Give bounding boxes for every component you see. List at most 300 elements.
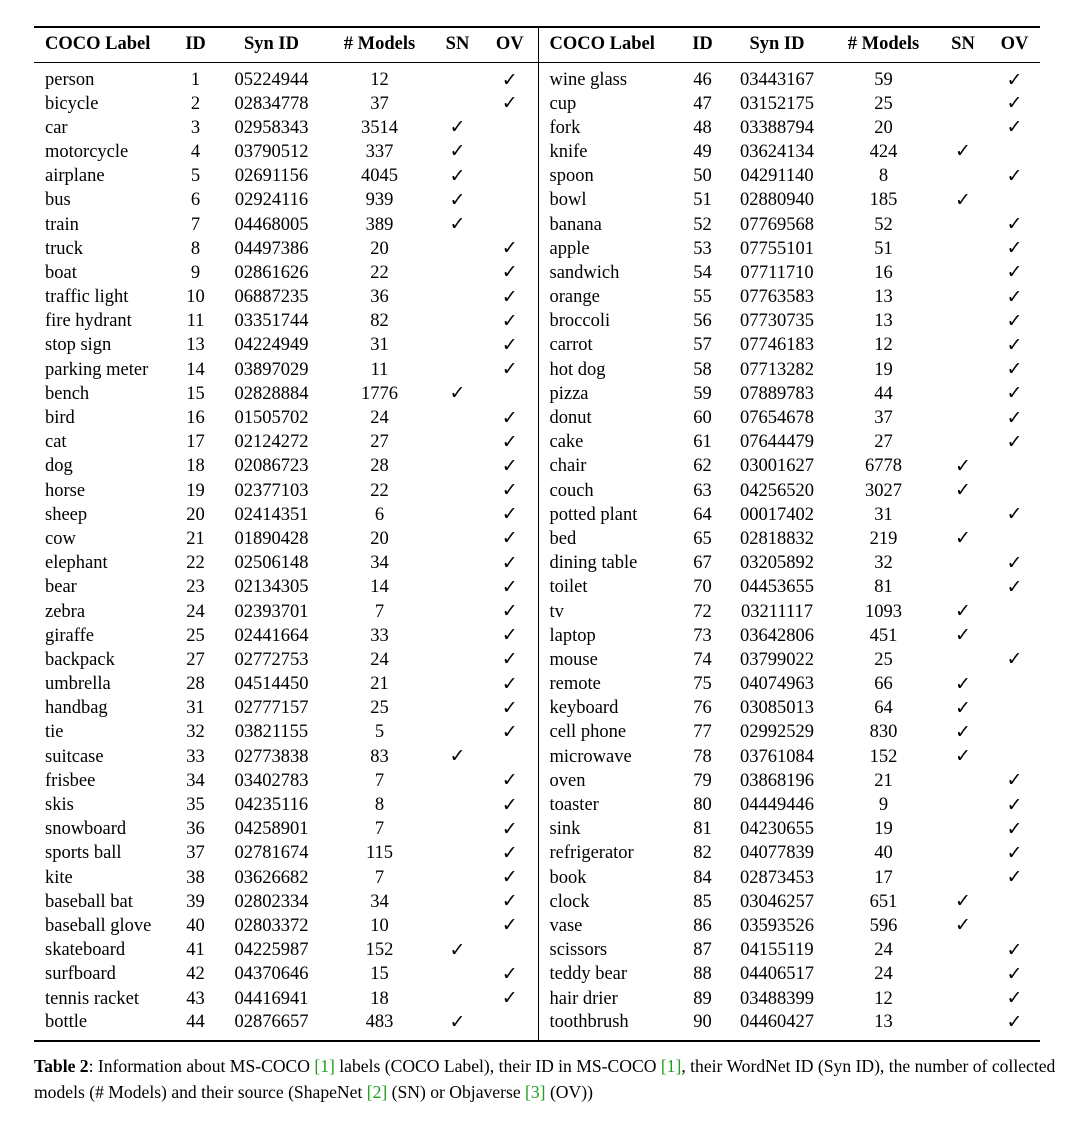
table-row (34, 986, 1040, 1010)
check-icon: ✓ (501, 430, 518, 453)
cell-syn-id: 00017402 (740, 504, 814, 525)
cell-id: 5 (190, 166, 201, 187)
check-icon: ✓ (1006, 382, 1023, 405)
cell-id: 22 (186, 553, 205, 574)
check-icon: ✓ (1006, 503, 1023, 526)
cell-syn-id: 02393701 (234, 601, 309, 622)
cell-syn-id: 04258901 (234, 819, 309, 840)
cell-syn-id: 03001627 (740, 456, 814, 477)
cell-label: bird (45, 408, 75, 429)
cell-label: bottle (45, 1012, 88, 1033)
cell-syn-id: 02828884 (234, 383, 309, 404)
cell-ov (482, 890, 538, 914)
cell-syn-id: 05224944 (234, 70, 309, 90)
check-icon: ✓ (501, 914, 518, 937)
cell-models: 81 (874, 577, 893, 598)
cell-syn-id: 03593526 (740, 915, 814, 936)
table-row (34, 720, 1040, 744)
cell-id: 6 (190, 190, 201, 211)
cell-models: 337 (365, 141, 394, 162)
cell-sn (433, 720, 482, 744)
caption-ref-2[interactable]: [1] (660, 1055, 682, 1076)
cell-syn-id: 01890428 (234, 528, 309, 549)
cell-sn (433, 92, 482, 116)
check-icon: ✓ (955, 696, 971, 719)
cell-syn-id: 04077839 (740, 843, 814, 864)
cell-sn (433, 188, 482, 212)
check-icon: ✓ (955, 890, 971, 913)
check-icon: ✓ (1006, 164, 1023, 187)
cell-label: skateboard (45, 940, 126, 961)
cell-syn-id: 04256520 (740, 480, 814, 501)
cell-ov (482, 599, 538, 623)
cell-models: 27 (874, 432, 893, 453)
cell-syn-id: 03351744 (234, 311, 309, 332)
cell-models: 17 (874, 867, 893, 888)
cell-sn (433, 986, 482, 1010)
check-icon: ✓ (501, 648, 518, 671)
cell-models: 3027 (865, 480, 902, 501)
check-icon: ✓ (955, 745, 971, 768)
cell-ov (482, 333, 538, 357)
check-icon: ✓ (1006, 987, 1023, 1010)
cell-ov (482, 841, 538, 865)
cell-ov (482, 116, 538, 140)
cell-id: 78 (693, 746, 712, 767)
cell-sn (937, 866, 989, 890)
cell-label: bicycle (45, 93, 99, 114)
cell-id: 24 (186, 601, 205, 622)
check-icon: ✓ (449, 938, 466, 961)
check-icon: ✓ (501, 454, 518, 477)
check-icon: ✓ (1006, 575, 1023, 598)
check-icon: ✓ (1006, 237, 1023, 260)
cell-sn (433, 62, 482, 92)
cell-syn-id: 02803372 (234, 915, 309, 936)
cell-label: donut (549, 408, 592, 429)
cell-ov (482, 140, 538, 164)
cell-ov (482, 817, 538, 841)
cell-label: truck (45, 238, 84, 259)
check-icon: ✓ (1006, 793, 1023, 816)
caption-ref-3[interactable]: [2] (366, 1081, 388, 1102)
cell-syn-id: 07654678 (740, 408, 814, 429)
cell-sn (433, 430, 482, 454)
cell-sn (433, 1011, 482, 1041)
cell-ov (482, 696, 538, 720)
table-row (34, 503, 1040, 527)
cell-label: potted plant (549, 504, 638, 525)
cell-label: banana (549, 214, 602, 235)
table-header-row (34, 27, 1040, 62)
cell-label: wine glass (549, 70, 628, 90)
cell-label: suitcase (45, 746, 104, 767)
cell-ov (482, 261, 538, 285)
check-icon: ✓ (501, 696, 518, 719)
cell-ov (989, 261, 1040, 285)
cell-ov (989, 962, 1040, 986)
cell-ov (989, 769, 1040, 793)
cell-sn (433, 212, 482, 236)
cell-sn (937, 140, 989, 164)
header-models: # Models (326, 27, 433, 62)
check-icon: ✓ (1006, 769, 1023, 792)
cell-label: frisbee (45, 770, 96, 791)
cell-models: 11 (370, 359, 389, 380)
cell-ov (989, 140, 1040, 164)
table-row (34, 648, 1040, 672)
header-coco-label-right: COCO Label (538, 27, 681, 62)
check-icon: ✓ (1006, 285, 1023, 308)
caption-ref-4[interactable]: [3] (525, 1081, 546, 1102)
check-icon: ✓ (501, 92, 518, 115)
check-icon: ✓ (955, 527, 971, 550)
cell-models: 51 (874, 238, 893, 259)
table-row (34, 358, 1040, 382)
table-row (34, 599, 1040, 623)
cell-models: 25 (370, 698, 389, 719)
cell-label: remote (549, 674, 601, 695)
table-row (34, 745, 1040, 769)
cell-ov (989, 817, 1040, 841)
cell-sn (433, 382, 482, 406)
cell-id: 89 (693, 988, 712, 1009)
cell-ov (482, 962, 538, 986)
cell-models: 37 (370, 93, 389, 114)
table-row (34, 285, 1040, 309)
cell-label: bed (549, 528, 577, 549)
table-caption (34, 1053, 1058, 1105)
caption-ref-1[interactable]: [1] (314, 1055, 335, 1076)
cell-ov (989, 575, 1040, 599)
check-icon: ✓ (1006, 938, 1023, 961)
cell-sn (433, 817, 482, 841)
cell-id: 48 (693, 117, 712, 138)
cell-ov (482, 1011, 538, 1041)
cell-sn (433, 890, 482, 914)
cell-ov (482, 575, 538, 599)
cell-models: 389 (365, 214, 394, 235)
cell-sn (937, 817, 989, 841)
cell-ov (482, 406, 538, 430)
table-row (34, 890, 1040, 914)
header-syn-id-right: Syn ID (724, 27, 830, 62)
cell-models: 25 (874, 93, 893, 114)
check-icon: ✓ (1006, 648, 1023, 671)
cell-models: 18 (370, 988, 389, 1009)
cell-label: cow (45, 528, 76, 549)
cell-sn (937, 890, 989, 914)
cell-models: 66 (874, 674, 893, 695)
cell-models: 6 (374, 504, 385, 525)
table-row (34, 212, 1040, 236)
cell-ov (482, 672, 538, 696)
cell-models: 24 (874, 964, 893, 985)
check-icon: ✓ (501, 866, 518, 889)
cell-sn (433, 479, 482, 503)
cell-sn (433, 140, 482, 164)
cell-sn (433, 938, 482, 962)
cell-sn (433, 962, 482, 986)
check-icon: ✓ (501, 406, 518, 429)
cell-sn (433, 285, 482, 309)
cell-id: 87 (693, 940, 712, 961)
caption-text-4: (SN) or Objaverse (387, 1081, 526, 1102)
cell-sn (937, 986, 989, 1010)
cell-label: dining table (549, 553, 638, 574)
table-row (34, 164, 1040, 188)
table-row (34, 575, 1040, 599)
table-row (34, 309, 1040, 333)
cell-label: laptop (549, 625, 596, 646)
cell-ov (482, 212, 538, 236)
cell-ov (989, 672, 1040, 696)
check-icon: ✓ (1006, 68, 1023, 91)
cell-sn (937, 92, 989, 116)
cell-ov (482, 551, 538, 575)
cell-sn (433, 672, 482, 696)
cell-syn-id: 03205892 (740, 553, 814, 574)
check-icon: ✓ (955, 624, 971, 647)
cell-ov (482, 648, 538, 672)
cell-models: 20 (370, 238, 389, 259)
check-icon: ✓ (501, 987, 518, 1010)
cell-sn (433, 599, 482, 623)
cell-models: 82 (370, 311, 389, 332)
cell-label: parking meter (45, 359, 149, 380)
cell-models: 24 (370, 649, 389, 670)
cell-id: 60 (693, 408, 712, 429)
coco-label-table (34, 26, 1040, 1042)
cell-label: scissors (549, 940, 608, 961)
cell-sn (433, 333, 482, 357)
cell-id: 70 (693, 577, 712, 598)
cell-models: 939 (365, 190, 394, 211)
cell-id: 44 (186, 1012, 205, 1033)
table-row (34, 62, 1040, 92)
cell-syn-id: 02876657 (234, 1012, 309, 1033)
cell-label: microwave (549, 746, 632, 767)
cell-syn-id: 04514450 (234, 674, 309, 695)
cell-sn (937, 527, 989, 551)
cell-id: 2 (190, 93, 201, 114)
cell-sn (433, 914, 482, 938)
cell-models: 6778 (865, 456, 902, 477)
check-icon: ✓ (449, 382, 466, 405)
cell-label: horse (45, 480, 86, 501)
check-icon: ✓ (501, 793, 518, 816)
check-icon: ✓ (501, 600, 518, 623)
cell-id: 3 (190, 117, 201, 138)
cell-syn-id: 02441664 (234, 625, 309, 646)
cell-sn (937, 503, 989, 527)
cell-id: 74 (693, 649, 712, 670)
cell-ov (482, 164, 538, 188)
cell-sn (937, 116, 989, 140)
check-icon: ✓ (1006, 817, 1023, 840)
check-icon: ✓ (955, 454, 971, 477)
cell-ov (482, 624, 538, 648)
cell-models: 219 (869, 528, 898, 549)
table-row (34, 382, 1040, 406)
table-row (34, 430, 1040, 454)
cell-syn-id: 02873453 (740, 867, 814, 888)
cell-ov (989, 1011, 1040, 1041)
cell-models: 24 (874, 940, 893, 961)
cell-models: 12 (874, 988, 893, 1009)
cell-syn-id: 07711710 (740, 262, 814, 283)
cell-syn-id: 04370646 (234, 964, 309, 985)
cell-sn (937, 769, 989, 793)
cell-sn (937, 914, 989, 938)
cell-models: 7 (374, 819, 385, 840)
cell-ov (989, 503, 1040, 527)
cell-label: book (549, 867, 587, 888)
cell-label: vase (549, 915, 583, 936)
check-icon: ✓ (449, 213, 466, 236)
cell-ov (989, 551, 1040, 575)
cell-syn-id: 04224949 (234, 335, 309, 356)
cell-syn-id: 03799022 (740, 649, 814, 670)
header-id-right: ID (681, 27, 724, 62)
cell-models: 1776 (361, 383, 398, 404)
check-icon: ✓ (1006, 261, 1023, 284)
cell-label: chair (549, 456, 587, 477)
cell-ov (482, 720, 538, 744)
table-row (34, 527, 1040, 551)
cell-models: 22 (370, 480, 389, 501)
cell-label: sheep (45, 504, 88, 525)
check-icon: ✓ (501, 551, 518, 574)
cell-sn (937, 648, 989, 672)
table-row (34, 914, 1040, 938)
cell-models: 424 (869, 141, 898, 162)
cell-id: 76 (693, 698, 712, 719)
header-syn-id: Syn ID (217, 27, 326, 62)
check-icon: ✓ (955, 479, 971, 502)
cell-label: handbag (45, 698, 108, 719)
cell-sn (937, 696, 989, 720)
cell-syn-id: 04235116 (234, 795, 309, 816)
check-icon: ✓ (501, 261, 518, 284)
check-icon: ✓ (1006, 333, 1023, 356)
cell-syn-id: 03152175 (740, 93, 814, 114)
cell-models: 20 (874, 117, 893, 138)
check-icon: ✓ (1006, 1010, 1023, 1033)
cell-ov (989, 648, 1040, 672)
cell-label: tv (549, 601, 564, 622)
check-icon: ✓ (1006, 962, 1023, 985)
cell-sn (433, 696, 482, 720)
cell-syn-id: 02880940 (740, 190, 814, 211)
cell-ov (989, 696, 1040, 720)
cell-sn (937, 237, 989, 261)
cell-ov (989, 454, 1040, 478)
cell-sn (937, 430, 989, 454)
cell-ov (482, 986, 538, 1010)
cell-id: 33 (186, 746, 205, 767)
cell-label: tie (45, 722, 64, 743)
cell-label: elephant (45, 553, 108, 574)
cell-syn-id: 02802334 (234, 891, 309, 912)
cell-sn (433, 624, 482, 648)
cell-models: 7 (374, 867, 385, 888)
table-row (34, 841, 1040, 865)
cell-models: 12 (874, 335, 893, 356)
table-row (34, 962, 1040, 986)
cell-syn-id: 04460427 (740, 1012, 814, 1033)
cell-models: 7 (374, 601, 385, 622)
cell-id: 55 (693, 287, 712, 308)
cell-sn (937, 62, 989, 92)
cell-label: mouse (549, 649, 598, 670)
cell-sn (433, 745, 482, 769)
cell-syn-id: 03085013 (740, 698, 814, 719)
cell-models: 3514 (361, 117, 398, 138)
header-models-right: # Models (830, 27, 937, 62)
cell-id: 52 (693, 214, 712, 235)
cell-syn-id: 04406517 (740, 964, 814, 985)
table-row (34, 261, 1040, 285)
cell-models: 64 (874, 698, 893, 719)
cell-syn-id: 04497386 (234, 238, 309, 259)
cell-sn (433, 237, 482, 261)
cell-id: 65 (693, 528, 712, 549)
cell-label: motorcycle (45, 141, 129, 162)
cell-label: boat (45, 262, 77, 283)
cell-id: 4 (190, 141, 201, 162)
cell-models: 13 (874, 1012, 893, 1033)
cell-models: 16 (874, 262, 893, 283)
cell-syn-id: 02134305 (234, 577, 309, 598)
cell-syn-id: 02414351 (234, 504, 309, 525)
check-icon: ✓ (501, 358, 518, 381)
cell-label: surfboard (45, 964, 116, 985)
cell-id: 28 (186, 674, 205, 695)
table-row (34, 938, 1040, 962)
check-icon: ✓ (1006, 430, 1023, 453)
cell-syn-id: 02861626 (234, 262, 309, 283)
caption-text-2: labels (COCO Label), their ID in MS-COCO (334, 1055, 661, 1076)
cell-syn-id: 02773838 (234, 746, 309, 767)
cell-models: 34 (370, 891, 389, 912)
cell-ov (989, 92, 1040, 116)
cell-id: 75 (693, 674, 712, 695)
table-row (34, 817, 1040, 841)
cell-models: 483 (365, 1012, 394, 1033)
check-icon: ✓ (1006, 92, 1023, 115)
cell-id: 84 (693, 867, 712, 888)
check-icon: ✓ (1006, 406, 1023, 429)
cell-syn-id: 04291140 (740, 166, 814, 187)
cell-syn-id: 02992529 (740, 722, 814, 743)
cell-label: kite (45, 867, 73, 888)
table-row (34, 188, 1040, 212)
cell-id: 13 (186, 335, 205, 356)
cell-models: 8 (374, 795, 385, 816)
check-icon: ✓ (1006, 551, 1023, 574)
cell-ov (482, 382, 538, 406)
cell-id: 59 (693, 383, 712, 404)
cell-id: 34 (186, 770, 205, 791)
cell-label: cell phone (549, 722, 627, 743)
cell-id: 25 (186, 625, 205, 646)
cell-ov (482, 454, 538, 478)
cell-ov (989, 62, 1040, 92)
cell-id: 20 (186, 504, 205, 525)
cell-models: 115 (365, 843, 394, 864)
cell-syn-id: 04416941 (234, 988, 309, 1009)
